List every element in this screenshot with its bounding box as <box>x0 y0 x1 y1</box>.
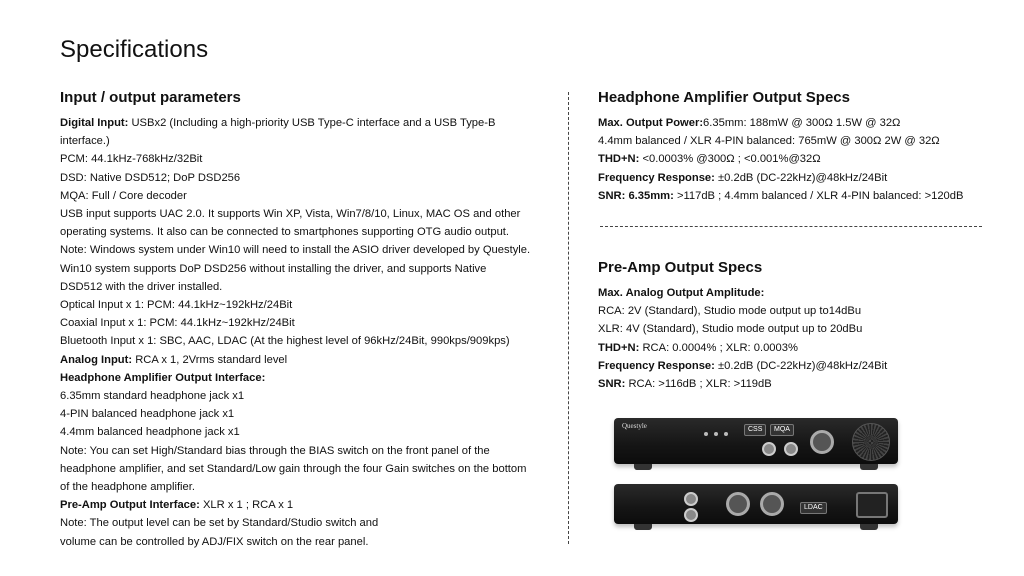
io-line <box>60 278 560 296</box>
io-line-text: headphone amplifier, and set Standard/Low gain through the four Gain switches on the bottom <box>60 462 527 475</box>
io-line <box>60 314 560 332</box>
preamp-spec-line-text: XLR: 4V (Standard), Studio mode output up to 20dBu <box>598 323 863 336</box>
preamp-spec-line <box>598 357 998 375</box>
io-line-text: volume can be controlled by ADJ/FIX switch on the rear panel. <box>60 535 369 548</box>
preamp-spec-line <box>598 375 998 393</box>
vertical-divider <box>568 92 569 544</box>
device-rear-image <box>614 484 898 524</box>
hp-spec-line-label: THD+N: <box>598 153 640 166</box>
headphone-jack-44 <box>784 442 798 456</box>
io-line-text: Optical Input x 1: PCM: 44.1kHz~192kHz/24Bit <box>60 299 293 312</box>
io-line-text: 4-PIN balanced headphone jack x1 <box>60 408 235 421</box>
device-brand: Questyle <box>622 422 647 430</box>
hp-spec-line <box>598 169 998 187</box>
io-line-text: Bluetooth Input x 1: SBC, AAC, LDAC (At the highest level of 96kHz/24Bit, 990kps/909kps) <box>60 335 510 348</box>
io-line <box>60 150 560 168</box>
io-line-label: Analog Input: <box>60 353 133 366</box>
io-line <box>60 533 560 551</box>
headphone-jack-635 <box>762 442 776 456</box>
input-output-lines <box>60 114 560 551</box>
io-line <box>60 387 560 405</box>
preamp-spec-line-label: THD+N: <box>598 341 640 354</box>
io-line <box>60 514 560 532</box>
headphone-specs-section <box>598 88 998 205</box>
io-line <box>60 260 560 278</box>
preamp-spec-line <box>598 302 998 320</box>
input-output-heading: Input / output parameters <box>60 89 241 106</box>
hp-spec-line-label: SNR: 6.35mm: <box>598 189 674 202</box>
io-line-text: DSD: Native DSD512; DoP DSD256 <box>60 171 241 184</box>
device-front-image <box>614 418 898 464</box>
preamp-spec-line-label: Frequency Response: <box>598 359 715 372</box>
headphone-specs-lines <box>598 114 998 205</box>
rca-jack <box>684 492 698 506</box>
io-line <box>60 351 560 369</box>
volume-knob <box>852 423 890 461</box>
io-line-text: RCA x 1, 2Vrms standard level <box>132 353 288 366</box>
io-line-text: 4.4mm balanced headphone jack x1 <box>60 426 240 439</box>
preamp-specs-heading: Pre-Amp Output Specs <box>598 259 763 276</box>
io-line-text: USBx2 (Including a high-priority USB Type-C interface and a USB Type-B <box>128 117 496 129</box>
preamp-spec-line-text: RCA: 0.0004% ; XLR: 0.0003% <box>639 341 798 354</box>
io-line-text: XLR x 1 ; RCA x 1 <box>199 499 294 512</box>
io-line-text: DSD512 with the driver installed. <box>60 280 223 293</box>
preamp-spec-line <box>598 284 998 302</box>
ldac-badge: LDAC <box>800 502 827 514</box>
device-foot <box>860 464 878 470</box>
io-line <box>60 496 560 514</box>
hp-spec-line-text: >117dB ; 4.4mm balanced / XLR 4-PIN balanced: >120dB <box>673 189 964 202</box>
hp-spec-line <box>598 187 998 205</box>
power-inlet <box>856 492 888 518</box>
io-line <box>60 114 560 132</box>
front-led <box>714 432 718 436</box>
io-line <box>60 460 560 478</box>
front-led <box>724 432 728 436</box>
hp-spec-line-text: ±0.2dB (DC-22kHz)@48kHz/24Bit <box>714 171 888 184</box>
device-foot <box>634 524 652 530</box>
hp-spec-line <box>598 114 998 132</box>
hp-spec-line-text: 4.4mm balanced / XLR 4-PIN balanced: 765mW @ 300Ω 2W @ 32Ω <box>598 135 940 148</box>
xlr-output-jack <box>726 492 750 516</box>
io-line-text: Note: You can set High/Standard bias through the BIAS switch on the front panel of the <box>60 444 490 457</box>
io-line <box>60 369 560 387</box>
io-line <box>60 332 560 350</box>
io-line-text: operating systems. It also can be connected to smartphones supporting OTG audio output. <box>60 226 510 239</box>
io-line-text: Note: The output level can be set by Standard/Studio switch and <box>60 517 379 530</box>
xlr-output-jack <box>760 492 784 516</box>
css-badge: CSS <box>744 424 766 436</box>
hp-spec-line-text: 6.35mm: 188mW @ 300Ω 1.5W @ 32Ω <box>703 117 901 129</box>
preamp-spec-line <box>598 339 998 357</box>
device-foot <box>634 464 652 470</box>
hp-spec-line <box>598 150 998 168</box>
io-line <box>60 478 560 496</box>
io-line-label: Pre-Amp Output Interface: <box>60 499 200 512</box>
xlr-4pin-jack <box>810 430 834 454</box>
preamp-specs-lines <box>598 284 998 393</box>
device-foot <box>860 524 878 530</box>
io-line-label: Headphone Amplifier Output Interface: <box>60 371 266 384</box>
io-line <box>60 187 560 205</box>
io-line <box>60 296 560 314</box>
io-line-label: Digital Input: <box>60 117 129 129</box>
hp-spec-line-text: <0.0003% @300Ω ; <0.001%@32Ω <box>639 153 821 166</box>
io-line <box>60 442 560 460</box>
io-line-text: Coaxial Input x 1: PCM: 44.1kHz~192kHz/24Bit <box>60 317 295 330</box>
io-line <box>60 423 560 441</box>
preamp-spec-line-label: Max. Analog Output Amplitude: <box>598 287 765 299</box>
preamp-spec-line-text: RCA: 2V (Standard), Studio mode output up to14dBu <box>598 305 862 318</box>
horizontal-divider <box>600 226 982 227</box>
preamp-spec-line-label: SNR: <box>598 378 626 391</box>
hp-spec-line-label: Max. Output Power: <box>598 117 704 129</box>
io-line <box>60 205 560 223</box>
page-title: Specifications <box>60 36 209 63</box>
hp-spec-line-label: Frequency Response: <box>598 171 715 184</box>
preamp-spec-line <box>598 320 998 338</box>
io-line-text: MQA: Full / Core decoder <box>60 189 187 202</box>
io-line <box>60 241 560 259</box>
io-line-text: 6.35mm standard headphone jack x1 <box>60 390 245 403</box>
preamp-spec-line-text: RCA: >116dB ; XLR: >119dB <box>625 378 772 391</box>
mqa-badge: MQA <box>770 424 794 436</box>
front-led <box>704 432 708 436</box>
io-line-text: Win10 system supports DoP DSD256 without installing the driver, and supports Native <box>60 262 487 275</box>
io-line-text: interface.) <box>60 135 110 148</box>
io-line <box>60 405 560 423</box>
io-line <box>60 132 560 150</box>
io-line-text: USB input supports UAC 2.0. It supports Win XP, Vista, Win7/8/10, Linux, MAC OS and other <box>60 208 521 221</box>
rca-jack <box>684 508 698 522</box>
headphone-specs-heading: Headphone Amplifier Output Specs <box>598 89 850 106</box>
io-line-text: PCM: 44.1kHz-768kHz/32Bit <box>60 153 203 166</box>
input-output-section <box>60 88 560 551</box>
io-line <box>60 169 560 187</box>
preamp-spec-line-text: ±0.2dB (DC-22kHz)@48kHz/24Bit <box>714 359 888 372</box>
hp-spec-line <box>598 132 998 150</box>
io-line-text: of the headphone amplifier. <box>60 481 195 494</box>
preamp-specs-section <box>598 258 998 393</box>
io-line <box>60 223 560 241</box>
io-line-text: Note: Windows system under Win10 will need to install the ASIO driver developed by Questyle. <box>60 244 531 257</box>
